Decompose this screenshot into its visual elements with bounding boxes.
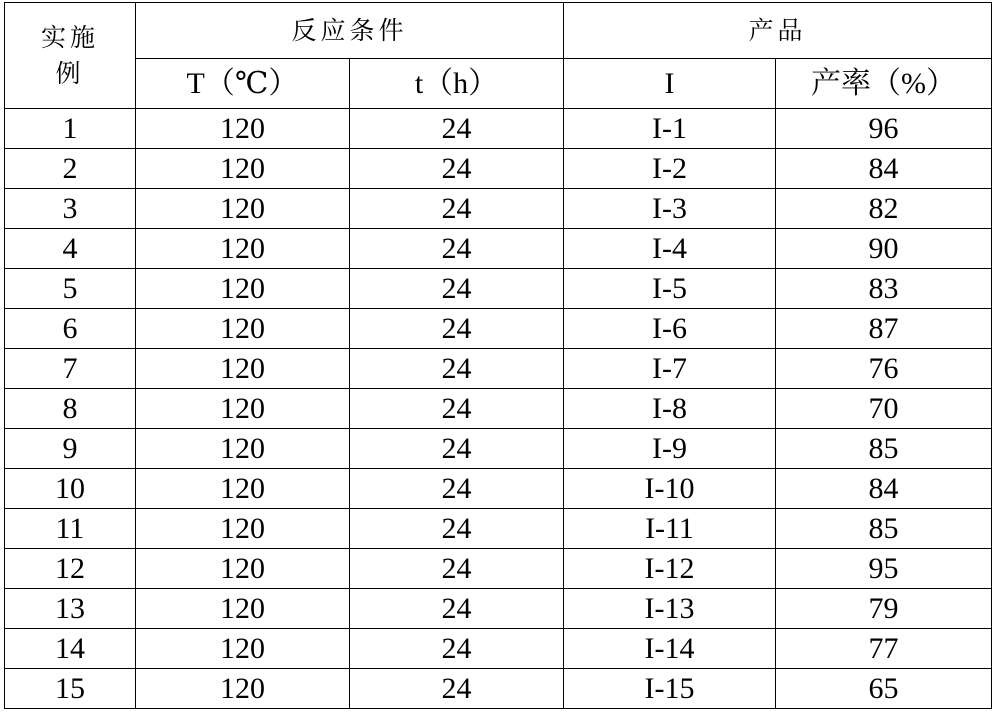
cell-example: 9 xyxy=(5,429,136,469)
cell-temperature: 120 xyxy=(136,109,350,149)
cell-yield: 87 xyxy=(776,309,992,349)
cell-time: 24 xyxy=(350,549,564,589)
cell-product: I-11 xyxy=(564,509,776,549)
table-row xyxy=(5,429,992,469)
table-row xyxy=(5,349,992,389)
cell-yield: 77 xyxy=(776,629,992,669)
cell-product: I-3 xyxy=(564,189,776,229)
cell-time: 24 xyxy=(350,669,564,709)
cell-temperature: 120 xyxy=(136,149,350,189)
cell-product: I-14 xyxy=(564,629,776,669)
cell-yield: 90 xyxy=(776,229,992,269)
table-row xyxy=(5,189,992,229)
cell-yield: 65 xyxy=(776,669,992,709)
table-row xyxy=(5,509,992,549)
cell-temperature: 120 xyxy=(136,269,350,309)
cell-temperature: 120 xyxy=(136,589,350,629)
cell-example: 12 xyxy=(5,549,136,589)
cell-yield: 76 xyxy=(776,349,992,389)
cell-example: 8 xyxy=(5,389,136,429)
cell-yield: 84 xyxy=(776,469,992,509)
cell-product: I-12 xyxy=(564,549,776,589)
cell-temperature: 120 xyxy=(136,229,350,269)
table-body xyxy=(5,109,992,709)
cell-time: 24 xyxy=(350,589,564,629)
cell-yield: 82 xyxy=(776,189,992,229)
header-temperature: T（℃） xyxy=(136,59,350,109)
cell-temperature: 120 xyxy=(136,469,350,509)
cell-example: 6 xyxy=(5,309,136,349)
cell-time: 24 xyxy=(350,469,564,509)
header-row-2 xyxy=(5,59,992,109)
header-product-id: I xyxy=(564,59,776,109)
cell-time: 24 xyxy=(350,109,564,149)
cell-product: I-4 xyxy=(564,229,776,269)
cell-yield: 84 xyxy=(776,149,992,189)
cell-time: 24 xyxy=(350,429,564,469)
cell-time: 24 xyxy=(350,149,564,189)
cell-product: I-8 xyxy=(564,389,776,429)
cell-yield: 79 xyxy=(776,589,992,629)
table-row xyxy=(5,309,992,349)
cell-product: I-2 xyxy=(564,149,776,189)
cell-example: 2 xyxy=(5,149,136,189)
cell-product: I-15 xyxy=(564,669,776,709)
cell-temperature: 120 xyxy=(136,669,350,709)
cell-time: 24 xyxy=(350,189,564,229)
cell-temperature: 120 xyxy=(136,189,350,229)
cell-time: 24 xyxy=(350,269,564,309)
cell-product: I-9 xyxy=(564,429,776,469)
cell-example: 10 xyxy=(5,469,136,509)
cell-temperature: 120 xyxy=(136,349,350,389)
table-row xyxy=(5,669,992,709)
cell-yield: 96 xyxy=(776,109,992,149)
cell-example: 14 xyxy=(5,629,136,669)
table-row xyxy=(5,269,992,309)
cell-yield: 85 xyxy=(776,429,992,469)
cell-yield: 70 xyxy=(776,389,992,429)
table-row xyxy=(5,229,992,269)
cell-yield: 85 xyxy=(776,509,992,549)
table-row xyxy=(5,109,992,149)
cell-example: 4 xyxy=(5,229,136,269)
table-row xyxy=(5,469,992,509)
cell-temperature: 120 xyxy=(136,549,350,589)
cell-yield: 83 xyxy=(776,269,992,309)
cell-temperature: 120 xyxy=(136,389,350,429)
cell-example: 1 xyxy=(5,109,136,149)
header-product: 产品 xyxy=(564,3,992,59)
results-table xyxy=(4,2,992,709)
cell-product: I-13 xyxy=(564,589,776,629)
cell-time: 24 xyxy=(350,629,564,669)
cell-example: 13 xyxy=(5,589,136,629)
cell-example: 3 xyxy=(5,189,136,229)
cell-example: 7 xyxy=(5,349,136,389)
cell-product: I-5 xyxy=(564,269,776,309)
cell-time: 24 xyxy=(350,509,564,549)
cell-example: 5 xyxy=(5,269,136,309)
header-conditions: 反应条件 xyxy=(136,3,564,59)
cell-temperature: 120 xyxy=(136,629,350,669)
table-row xyxy=(5,589,992,629)
cell-example: 15 xyxy=(5,669,136,709)
cell-product: I-10 xyxy=(564,469,776,509)
cell-time: 24 xyxy=(350,389,564,429)
results-table-container xyxy=(4,2,992,709)
cell-temperature: 120 xyxy=(136,429,350,469)
cell-time: 24 xyxy=(350,229,564,269)
cell-example: 11 xyxy=(5,509,136,549)
header-row-1 xyxy=(5,3,992,59)
header-yield: 产率（%） xyxy=(776,59,992,109)
cell-product: I-7 xyxy=(564,349,776,389)
cell-product: I-6 xyxy=(564,309,776,349)
cell-time: 24 xyxy=(350,349,564,389)
table-row xyxy=(5,549,992,589)
table-row xyxy=(5,629,992,669)
header-time: t（h） xyxy=(350,59,564,109)
header-example-label: 实施例 xyxy=(40,22,99,88)
cell-time: 24 xyxy=(350,309,564,349)
cell-temperature: 120 xyxy=(136,309,350,349)
table-row xyxy=(5,389,992,429)
cell-product: I-1 xyxy=(564,109,776,149)
cell-temperature: 120 xyxy=(136,509,350,549)
cell-yield: 95 xyxy=(776,549,992,589)
table-header xyxy=(5,3,992,109)
table-row xyxy=(5,149,992,189)
header-example xyxy=(5,3,136,109)
